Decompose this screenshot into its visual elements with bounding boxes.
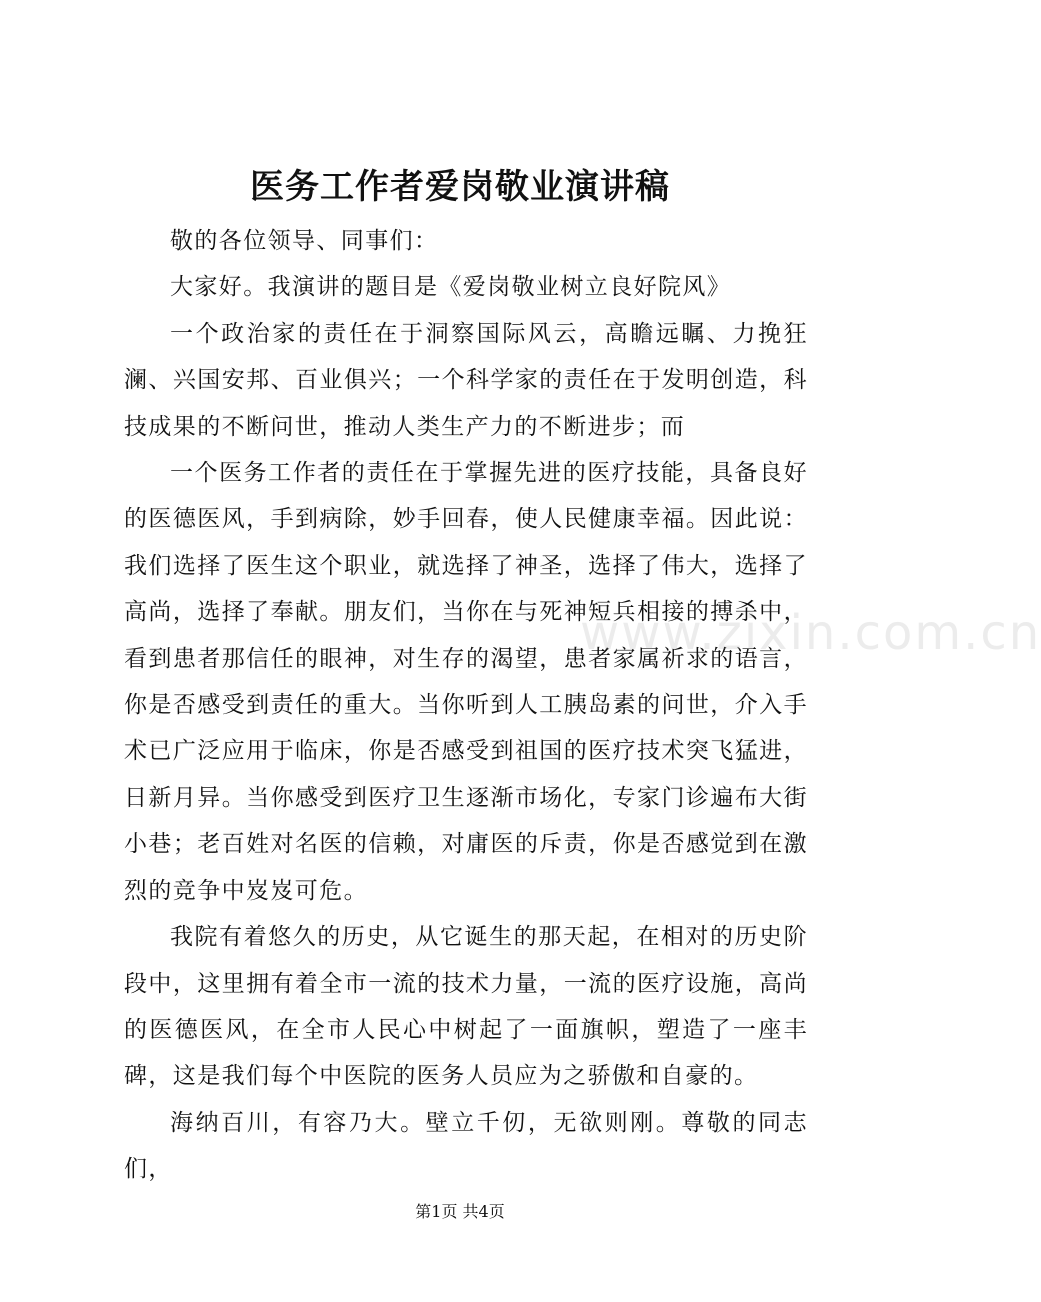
- document-body: [124, 218, 808, 1193]
- document-title: 医务工作者爱岗敬业演讲稿: [250, 167, 670, 207]
- paragraph-hospital-history: 我院有着悠久的历史，从它诞生的那天起，在相对的历史阶段中，这里拥有着全市一流的技术力量，一流的医疗设施，高尚的医德医风，在全市人民心中树起了一面旗帜，塑造了一座丰碑，这是我们每个中医院的医务人员应为之骄傲和自豪的。: [124, 924, 808, 1090]
- paragraph-intro: 大家好。我演讲的题目是《爱岗敬业树立良好院风》: [170, 274, 732, 301]
- watermark: www.zixin.com.cn: [580, 605, 1041, 661]
- page-footer: 第1页 共4页: [415, 1202, 505, 1221]
- paragraph-closing: 海纳百川，有容乃大。壁立千仞，无欲则刚。尊敬的同志们，: [124, 1109, 808, 1183]
- paragraph-medical-worker: 一个医务工作者的责任在于掌握先进的医疗技能，具备良好的医德医风，手到病除，妙手回春，使人民健康幸福。因此说：我们选择了医生这个职业，就选择了神圣，选择了伟大，选择了高尚，选择了奉献。朋友们，当你在与死神短兵相接的搏杀中，看到患者那信任的眼神，对生存的渴望，患者家属祈求的语言，你是否感受到责任的重大。当你听到人工胰岛素的问世，介入手术已广泛应用于临床，你是否感受到祖国的医疗技术突飞猛进，日新月异。当你感受到医疗卫生逐渐市场化，专家门诊遍布大街小巷；老百姓对名医的信赖，对庸医的斥责，你是否感觉到在激烈的竞争中岌岌可危。: [124, 460, 808, 904]
- paragraph-greeting: 敬的各位领导、同事们：: [170, 228, 439, 254]
- paragraph-politician: 一个政治家的责任在于洞察国际风云，高瞻远瞩、力挽狂澜、兴国安邦、百业俱兴；一个科学家的责任在于发明创造，科技成果的不断问世，推动人类生产力的不断进步；而: [124, 320, 808, 440]
